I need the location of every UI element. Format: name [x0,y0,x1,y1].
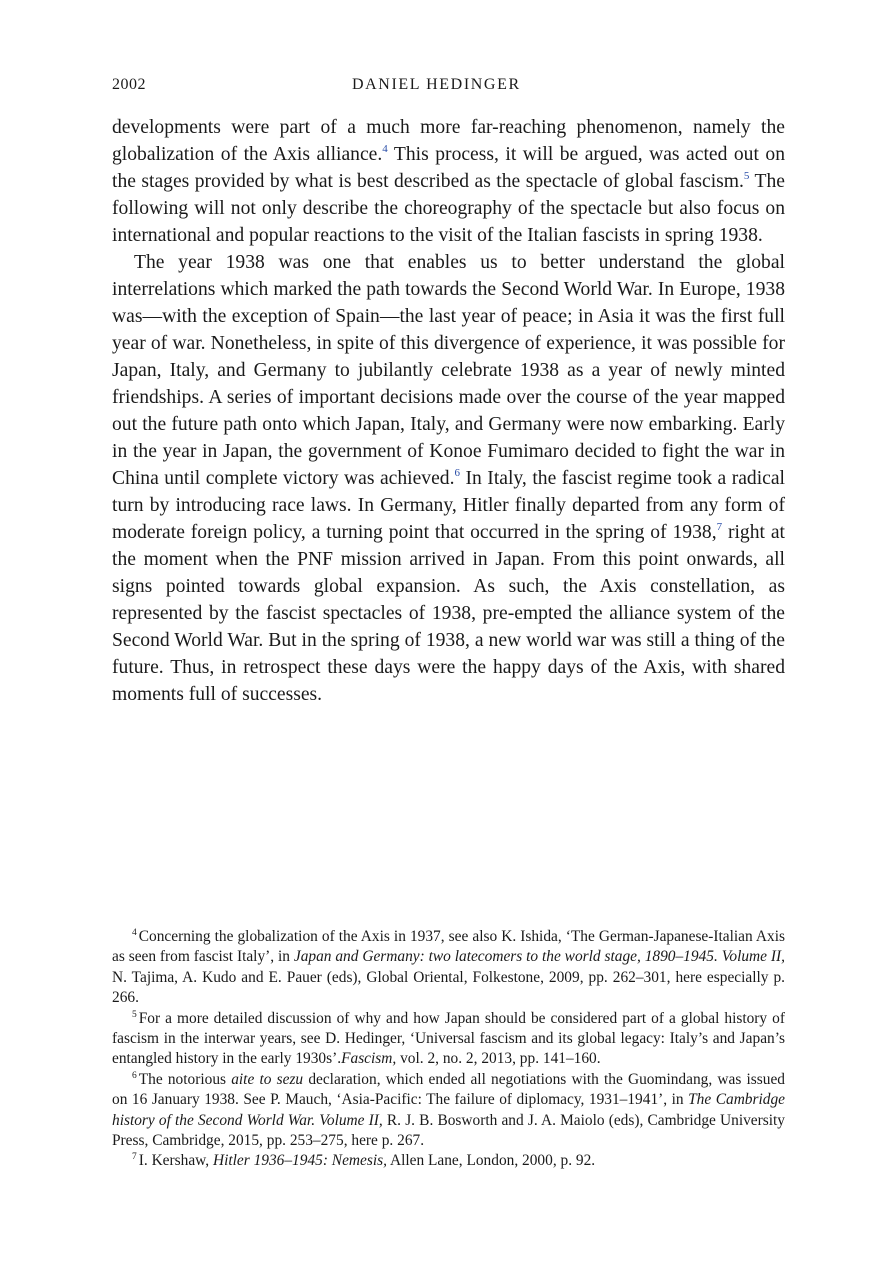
footnote [112,1070,785,1152]
footnote-text: Allen Lane, London, 2000, p. 92. [386,1152,596,1170]
footnote-title: Fascism, [341,1050,397,1068]
text-run: right at the moment when the PNF mission arrived in Japan. From this point onwards, all signs pointed towards global expansion. As such, the Axis constellation, as represented by the fascist spectacles of 1938, pre-empted the alliance system of the Second World War. But in the spring of 1938, a new world war was still a thing of the future. Thus, in retrospect these days were the happy days of the Axis, with shared moments full of successes. [112,522,785,705]
footnote-ref[interactable]: 7 [716,521,723,533]
running-head: DANIEL HEDINGER [352,76,521,93]
paragraph [112,114,785,249]
footnote-text: N. Tajima, A. Kudo and E. Pauer (eds), Global Oriental, Folkestone, 2009, pp. 262–301, here especially p. 266. [112,968,785,1007]
footnote-mark: 6 [132,1070,137,1081]
footnote [112,927,785,1009]
footnote-text: The notorious [138,1070,232,1088]
text-run: This process, it will be argued, was acted out on the stages provided by what is best described as the spectacle of global fascism. [112,144,785,192]
footnote [112,1151,785,1171]
footnote-text: R. J. B. Bosworth and J. A. Maiolo (eds), Cambridge University Press, Cambridge, 2015, pp. 253–275, here p. 267. [112,1111,785,1150]
footnote-text: For a more detailed discussion of why and how Japan should be considered part of a global history of fascism in the interwar years, see D. Hedinger, ‘Universal fascism and its global legacy: Italy’s and Japan’s entangled history in the early 1930s’. [112,1009,785,1068]
text-run: In Italy, the fascist regime took a radical turn by introducing race laws. In Germany, Hitler finally departed from any form of moderate foreign policy, a turning point that occurred in the spring of 1938, [112,468,786,543]
footnote-mark: 5 [132,1009,137,1020]
text-run: The following will not only describe the choreography of the spectacle but also focus on international and popular reactions to the visit of the Italian fascists in spring 1938. [112,171,785,246]
main-text [112,114,785,708]
footnotes [112,927,785,1172]
footnote-title: Hitler 1936–1945: Nemesis, [212,1152,387,1170]
page-header [112,76,785,100]
paragraph [112,249,785,708]
page-number: 2002 [112,76,146,93]
footnote-ref[interactable]: 4 [382,143,388,155]
footnote-title: The Cambridge history of the Second World War. Volume II, [112,1091,785,1129]
footnote [112,1009,785,1070]
footnote-text: declaration, which ended all negotiations with the Guomindang, was issued on 16 January 1938. See P. Mauch, ‘Asia-Pacific: The failure of diplomacy, 1931–1941’, in [112,1070,785,1109]
footnote-mark: 4 [132,928,137,938]
footnote-text: vol. 2, no. 2, 2013, pp. 141–160. [396,1050,601,1068]
footnote-text: I. Kershaw, [138,1152,213,1170]
footnote-mark: 7 [132,1152,137,1163]
footnote-text: Concerning the globalization of the Axis in 1937, see also K. Ishida, ‘The German-Japanese-Italian Axis as seen from fascist Italy’, in [112,928,785,966]
footnote-ref[interactable]: 5 [743,170,750,182]
footnote-title: Japan and Germany: two latecomers to the world stage, 1890–1945. Volume II, [293,948,785,966]
text-run: The year 1938 was one that enables us to better understand the global interrelations which marked the path towards the Second World War. In Europe, 1938 was—with the exception of Spain—the last year of peace; in Asia it was the first full year of war. Nonetheless, in spite of this divergence of experience, it was possible for Japan, Italy, and Germany to jubilantly celebrate 1938 as a year of newly minted friendships. A series of important decisions made over the course of the year mapped out the future path onto which Japan, Italy, and Germany were now embarking. Early in the year in Japan, the government of Konoe Fumimaro decided to fight the war in China until complete victory was achieved. [112,252,785,489]
footnote-title: aite to sezu [231,1070,304,1088]
footnote-ref[interactable]: 6 [454,467,460,479]
text-run: developments were part of a much more far-reaching phenomenon, namely the globalization of the Axis alliance. [112,117,785,165]
